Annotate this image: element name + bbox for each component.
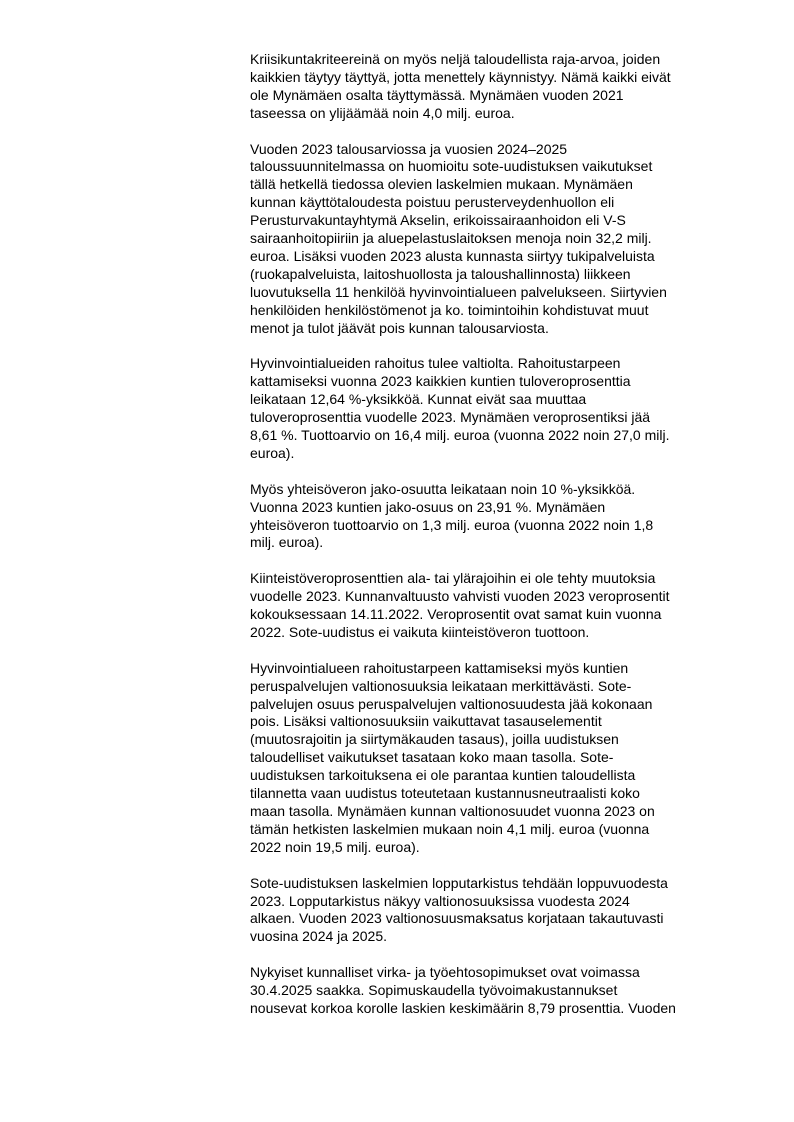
text-line: sairaanhoitopiiriin ja aluepelastuslaitoksen menoja noin 32,2 milj. <box>250 230 652 247</box>
paragraph-crisis-criteria <box>250 51 742 123</box>
text-line: 8,61 %. Tuottoarvio on 16,4 milj. euroa (vuonna 2022 noin 27,0 milj. <box>250 427 670 443</box>
text-line: Hyvinvointialueiden rahoitus tulee valtiolta. Rahoitustarpeen <box>250 355 621 372</box>
text-line: Vuonna 2023 kuntien jako-osuus on 23,91 %. Mynämäen <box>250 498 606 515</box>
text-line: Kriisikuntakriteereinä on myös neljä taloudellista raja-arvoa, joiden <box>250 51 661 67</box>
text-line: taloussuunnitelmassa on huomioitu sote-uudistuksen vaikutukset <box>250 158 653 175</box>
text-line: vuosina 2024 ja 2025. <box>250 928 387 945</box>
text-line: yhteisöveron tuottoarvio on 1,3 milj. euroa (vuonna 2022 noin 1,8 <box>250 516 654 533</box>
text-line: henkilöiden henkilöstömenot ja ko. toimintoihin kohdistuvat muut <box>250 301 649 318</box>
text-line: menot ja tulot jäävät pois kunnan talousarviosta. <box>250 319 549 336</box>
text-line: kaikkien täytyy täyttyä, jotta menettely käynnistyy. Nämä kaikki eivät <box>250 68 671 85</box>
text-line: Sote-uudistuksen laskelmien lopputarkistus tehdään loppuvuodesta <box>250 874 668 891</box>
paragraph-final-review <box>250 875 742 947</box>
text-line: (muutosrajoitin ja siirtymäkauden tasaus), joilla uudistuksen <box>250 731 619 748</box>
paragraph-property-tax <box>250 570 742 642</box>
text-line: kunnan käyttötaloudesta poistuu perusterveydenhuollon eli <box>250 194 615 211</box>
text-line: taloudelliset vaikutukset tasataan koko maan tasolla. Sote- <box>250 749 614 766</box>
text-line: Perusturvakuntayhtymä Akselin, erikoissairaanhoidon eli V-S <box>250 212 626 229</box>
text-line: euroa). <box>250 444 295 461</box>
text-line: alkaen. Vuoden 2023 valtionosuusmaksatus korjataan takautuvasti <box>250 910 664 927</box>
text-line: taseessa on ylijäämää noin 4,0 milj. euroa. <box>250 104 515 121</box>
text-line: Vuoden 2023 talousarviossa ja vuosien 2024–2025 <box>250 140 568 157</box>
text-line: tuloveroprosenttia vuodelle 2023. Mynämäen veroprosentiksi jää <box>250 409 651 426</box>
text-line: peruspalvelujen valtionosuuksia leikataan merkittävästi. Sote- <box>250 677 632 694</box>
text-line: Nykyiset kunnalliset virka- ja työehtosopimukset ovat voimassa <box>250 964 640 981</box>
text-line: milj. euroa). <box>250 534 324 551</box>
text-line: euroa. Lisäksi vuoden 2023 alusta kunnasta siirtyy tukipalveluista <box>250 247 655 264</box>
paragraph-budget-2023 <box>250 141 742 338</box>
text-line: maan tasolla. Mynämäen kunnan valtionosuudet vuonna 2023 on <box>250 802 655 819</box>
text-line: tällä hetkellä tiedossa olevien laskelmien mukaan. Mynämäen <box>250 176 633 193</box>
text-line: 2023. Lopputarkistus näkyy valtionosuuksissa vuodesta 2024 <box>250 892 630 909</box>
text-line: tilannetta vaan uudistus toteutetaan kustannusneutraalisti koko <box>250 785 640 802</box>
paragraph-collective-agreements <box>250 964 742 1018</box>
paragraph-state-subsidies <box>250 660 742 857</box>
text-line: Hyvinvointialueen rahoitustarpeen kattamiseksi myös kuntien <box>250 659 629 676</box>
text-line: 2022. Sote-uudistus ei vaikuta kiinteistöveron tuottoon. <box>250 623 590 640</box>
text-line: 2022 noin 19,5 milj. euroa). <box>250 838 420 855</box>
body-text <box>250 51 742 1036</box>
paragraph-corporate-tax <box>250 481 742 553</box>
text-line: Kiinteistöveroprosenttien ala- tai ylärajoihin ei ole tehty muutoksia <box>250 570 656 587</box>
text-line: leikataan 12,64 %-yksikköä. Kunnat eivät saa muuttaa <box>250 391 587 408</box>
text-line: Myös yhteisöveron jako-osuutta leikataan noin 10 %-yksikköä. <box>250 480 636 497</box>
text-line: kattamiseksi vuonna 2023 kaikkien kuntien tuloveroprosenttia <box>250 373 631 390</box>
text-line: palvelujen osuus peruspalvelujen valtionosuudesta jää kokonaan <box>250 695 653 712</box>
text-line: pois. Lisäksi valtionosuuksiin vaikuttavat tasauselementit <box>250 713 602 730</box>
text-line: 30.4.2025 saakka. Sopimuskaudella työvoimakustannukset <box>250 982 618 999</box>
text-line: (ruokapalveluista, laitoshuollosta ja taloushallinnosta) liikkeen <box>250 265 631 282</box>
text-line: ole Mynämäen osalta täyttymässä. Mynämäen vuoden 2021 <box>250 86 624 103</box>
text-line: kokouksessaan 14.11.2022. Veroprosentit ovat samat kuin vuonna <box>250 606 662 623</box>
text-line: uudistuksen tarkoituksena ei ole parantaa kuntien taloudellista <box>250 767 636 784</box>
text-line: luovutuksella 11 henkilöä hyvinvointialueen palvelukseen. Siirtyvien <box>250 283 667 300</box>
text-line: tämän hetkisten laskelmien mukaan noin 4,1 milj. euroa (vuonna <box>250 820 650 837</box>
paragraph-wellbeing-funding <box>250 355 742 462</box>
text-line: nousevat korkoa korolle laskien keskimäärin 8,79 prosenttia. Vuoden <box>250 999 676 1016</box>
text-line: vuodelle 2023. Kunnanvaltuusto vahvisti vuoden 2023 veroprosentit <box>250 588 670 605</box>
